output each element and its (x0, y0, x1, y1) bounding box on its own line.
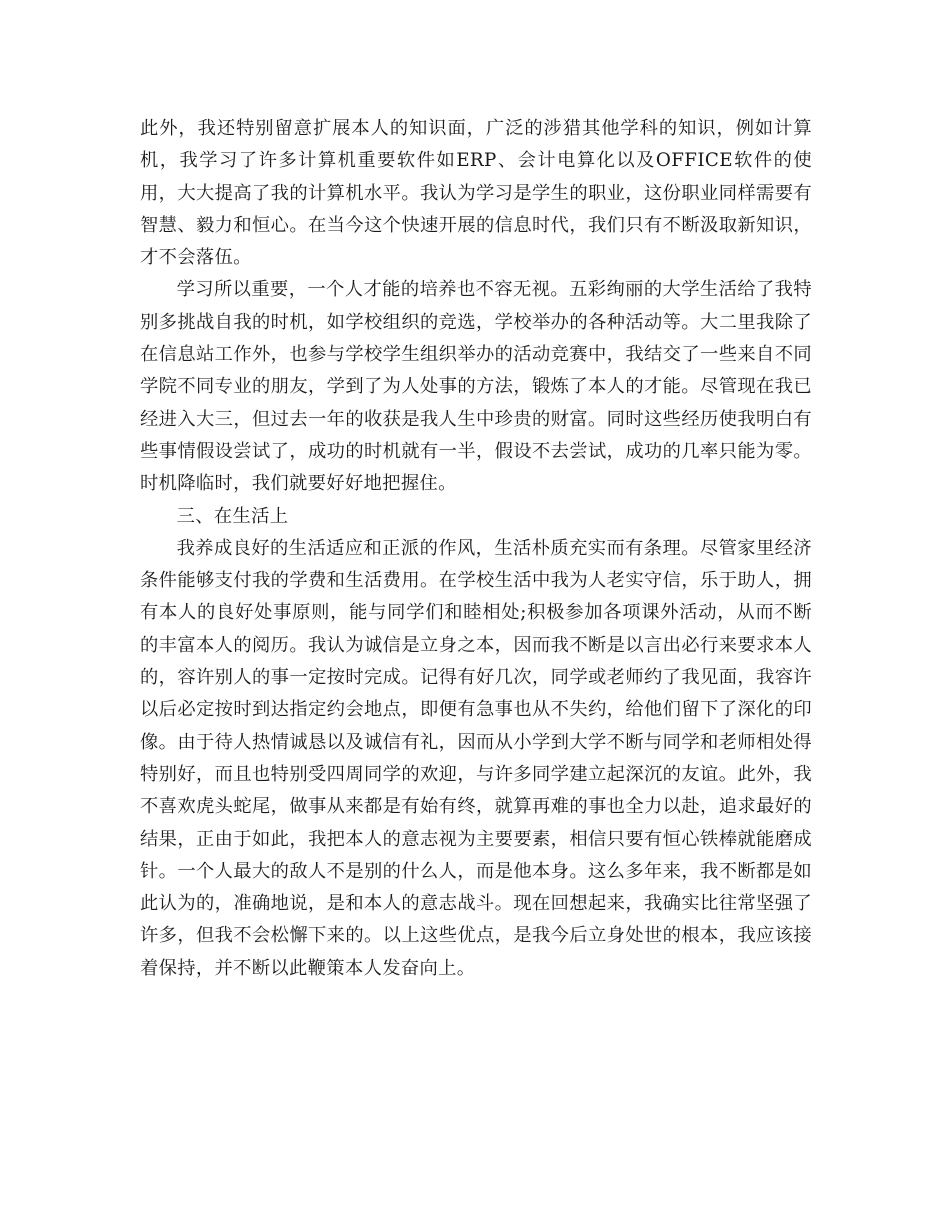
paragraph-life-habits: 我养成良好的生活适应和正派的作风，生活朴质充实而有条理。尽管家里经济条件能够支付我的学费和生活费用。在学校生活中我为人老实守信，乐于助人，拥有本人的良好处事原则，能与同学们和睦相处;积极参加各项课外活动，从而不断的丰富本人的阅历。我认为诚信是立身之本，因而我不断是以言出必行来要求本人的，容许别人的事一定按时完成。记得有好几次，同学或老师约了我见面，我容许以后必定按时到达指定约会地点，即便有急事也从不失约，给他们留下了深化的印像。由于待人热情诚恳以及诚信有礼，因而从小学到大学不断与同学和老师相处得特别好，而且也特别受四周同学的欢迎，与许多同学建立起深沉的友谊。此外，我不喜欢虎头蛇尾，做事从来都是有始有终，就算再难的事也全力以赴，追求最好的结果，正由于如此，我把本人的意志视为主要要素，相信只要有恒心铁棒就能磨成针。一个人最大的敌人不是别的什么人，而是他本身。这么多年来，我不断都是如此认为的，准确地说，是和本人的意志战斗。现在回想起来，我确实比往常坚强了许多，但我不会松懈下来的。以上这些优点，是我今后立身处世的根本，我应该接着保持，并不断以此鞭策本人发奋向上。 (140, 537, 812, 979)
paragraph-ability-training: 学习所以重要，一个人才能的培养也不容无视。五彩绚丽的大学生活给了我特别多挑战自我的时机，如学校组织的竞选，学校举办的各种活动等。大二里我除了在信息站工作外，也参与学校学生组织举办的活动竞赛中，我结交了一些来自不同学院不同专业的朋友，学到了为人处事的方法，锻炼了本人的才能。尽管现在我已经进入大三，但过去一年的收获是我人生中珍贵的财富。同时这些经历使我明白有些事情假设尝试了，成功的时机就有一半，假设不去尝试，成功的几率只能为零。时机降临时，我们就要好好地把握住。 (140, 279, 812, 495)
section-heading-life: 三、在生活上 (176, 505, 289, 527)
document-body (140, 113, 812, 985)
paragraph-knowledge-expansion: 此外，我还特别留意扩展本人的知识面，广泛的涉猎其他学科的知识，例如计算机，我学习了许多计算机重要软件如ERP、会计电算化以及OFFICE软件的使用，大大提高了我的计算机水平。我认为学习是学生的职业，这份职业同样需要有智慧、毅力和恒心。在当今这个快速开展的信息时代，我们只有不断汲取新知识，才不会落伍。 (140, 118, 812, 269)
